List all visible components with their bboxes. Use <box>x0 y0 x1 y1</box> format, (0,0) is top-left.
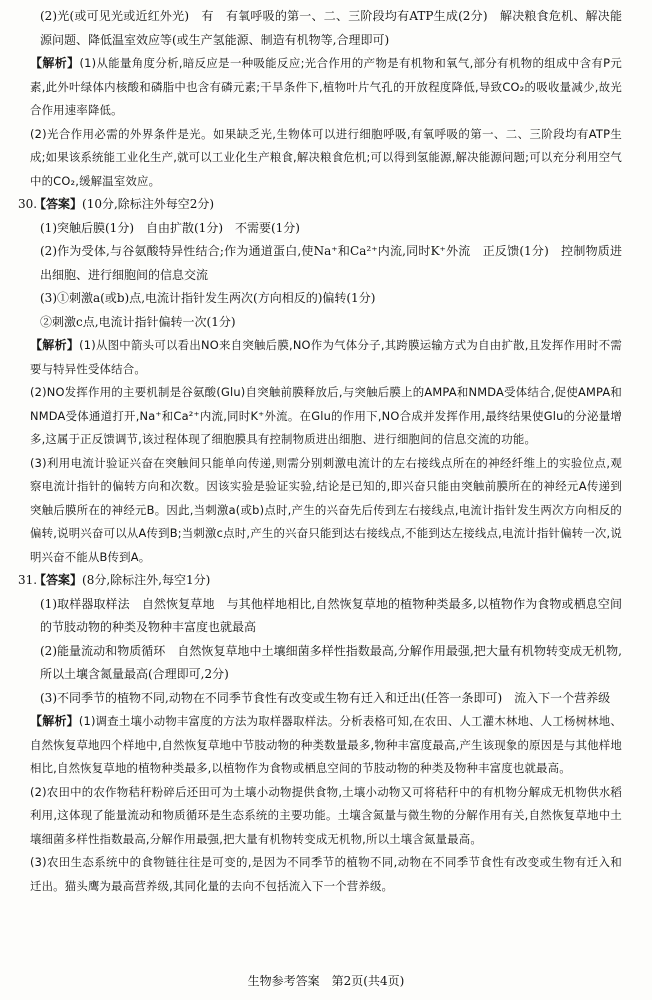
q30-answer-2: (2)作为受体,与谷氨酸特异性结合;作为通道蛋白,使Na⁺和Ca²⁺内流,同时K⁺外流 正反馈(1分) 控制物质进出细胞、进行细胞间的信息交流 <box>40 244 622 282</box>
q29-explanation-1-text: (1)从能量角度分析,暗反应是一种吸能反应;光合作用的产物是有机物和氧气,部分有机物的组成中含有P元素,此外叶绿体内核酸和磷脂中也含有磷元素;干旱条件下,植物叶片气孔的开放程度降低,导致CO₂的吸收量减少,故光合作用速率降低。 <box>30 56 622 117</box>
q31-answer-3: (3)不同季节的植物不同,动物在不同季节食性有改变或生物有迁入和迁出(任答一条即可) 流入下一个营养级 <box>40 690 611 705</box>
explanation-tag: 【解析】 <box>30 56 80 70</box>
q29-explanation-1 <box>30 52 622 123</box>
q30-answer-1: (1)突触后膜(1分) 自由扩散(1分) 不需要(1分) <box>40 220 300 235</box>
explanation-tag: 【解析】 <box>30 714 79 728</box>
answer-tag: 【答案】 <box>34 197 83 211</box>
answer-tag: 【答案】 <box>34 573 83 587</box>
q30-explanation-2: (2)NO发挥作用的主要机制是谷氨酸(Glu)自突触前膜释放后,与突触后膜上的AMPA和NMDA受体结合,促使AMPA和NMDA受体通道打开,Na⁺和Ca²⁺内流,同时K⁺外流。在Glu的作用下,NO合成并发挥作用,最终结果使Glu的分泌量增多,这属于正反馈调节,该过程体现了细胞膜具有控制物质进出细胞、进行细胞间的信息交流的功能。 <box>30 385 622 446</box>
q31-explanation-1-text: (1)调查土壤小动物丰富度的方法为取样器取样法。分析表格可知,在农田、人工灌木林地、人工杨树林地、自然恢复草地四个样地中,自然恢复草地中节肢动物的种类数量最多,物种丰富度最高,产生该现象的原因是与其他样地相比,自然恢复草地的植物种类最多,以植物作为食物或栖息空间的节肢动物的种类及物种丰富度也就最高。 <box>30 714 622 775</box>
q31-answer-1: (1)取样器取样法 自然恢复草地 与其他样地相比,自然恢复草地的植物种类最多,以植物作为食物或栖息空间的节肢动物的种类及物种丰富度也就最高 <box>40 596 622 634</box>
q31-number: 31. <box>18 573 38 587</box>
q31-explanation-3: (3)农田生态系统中的食物链往往是可变的,是因为不同季节的植物不同,动物在不同季节食性有改变或生物有迁入和迁出。猫头鹰为最高营养级,其同化量的去向不包括流入下一个营养级。 <box>30 855 622 893</box>
q30-answer-3a: (3)①刺激a(或b)点,电流计指针发生两次(方向相反的)偏转(1分) <box>40 291 376 305</box>
page-footer: 生物参考答案 第2页(共4页) <box>247 974 405 988</box>
q30-explanation-1 <box>30 334 622 381</box>
explanation-tag: 【解析】 <box>30 338 80 352</box>
q29-explanation-2: (2)光合作用必需的外界条件是光。如果缺乏光,生物体可以进行细胞呼吸,有氧呼吸的第一、二、三阶段均有ATP生成;如果该系统能工业化生产,就可以工业化生产粮食,解决粮食危机;可以得到氢能源,解决能源问题;可以充分利用空气中的CO₂,缓解温室效应。 <box>30 126 622 188</box>
q31-score-note: (8分,除标注外,每空1分) <box>82 573 211 587</box>
q31-header <box>18 569 622 593</box>
q29-answer-2: (2)光(或可见光或近红外光) 有 有氧呼吸的第一、二、三阶段均有ATP生成(2分) 解决粮食危机、解决能源问题、降低温室效应等(或生产氢能源、制造有机物等,合理即可) <box>40 9 622 47</box>
q30-score-note: (10分,除标注外每空2分) <box>82 197 215 211</box>
q30-explanation-3: (3)利用电流计验证兴奋在突触间只能单向传递,则需分别刺激电流计的左右接线点所在的神经纤维上的实验位点,观察电流计指针的偏转方向和次数。因该实验是验证实验,结论是已知的,即兴奋只能由突触前膜所在的神经元A传递到突触后膜所在的神经元B。因此,当刺激a(或b)点时,产生的兴奋先后传到左右接线点,电流计指针发生两次方向相反的偏转,说明兴奋可以从A传到B;当刺激c点时,产生的兴奋只能到达右接线点,不能到达左接线点,电流计指针偏转一次,说明兴奋不能从B传到A。 <box>30 455 622 564</box>
q30-header <box>18 193 622 217</box>
q31-explanation-2: (2)农田中的农作物秸秆粉碎后还田可为土壤小动物提供食物,土壤小动物又可将秸秆中的有机物分解成无机物供水稻利用,这体现了能量流动和物质循环是生态系统的主要功能。土壤含氮量与微生物的分解作用有关,自然恢复草地中土壤细菌多样性指数最高,分解作用最强,把大量有机物转变成无机物,所以土壤含氮量最高。 <box>30 784 622 846</box>
q30-number: 30. <box>18 197 38 211</box>
q30-explanation-1-text: (1)从图中箭头可以看出NO来自突触后膜,NO作为气体分子,其跨膜运输方式为自由扩散,且发挥作用时不需要与特异性受体结合。 <box>30 338 622 376</box>
q31-answer-2: (2)能量流动和物质循环 自然恢复草地中土壤细菌多样性指数最高,分解作用最强,把大量有机物转变成无机物,所以土壤含氮量最高(合理即可,2分) <box>40 643 622 681</box>
q30-answer-3b: ②刺激c点,电流计指针偏转一次(1分) <box>40 314 236 329</box>
q31-explanation-1 <box>30 710 622 781</box>
